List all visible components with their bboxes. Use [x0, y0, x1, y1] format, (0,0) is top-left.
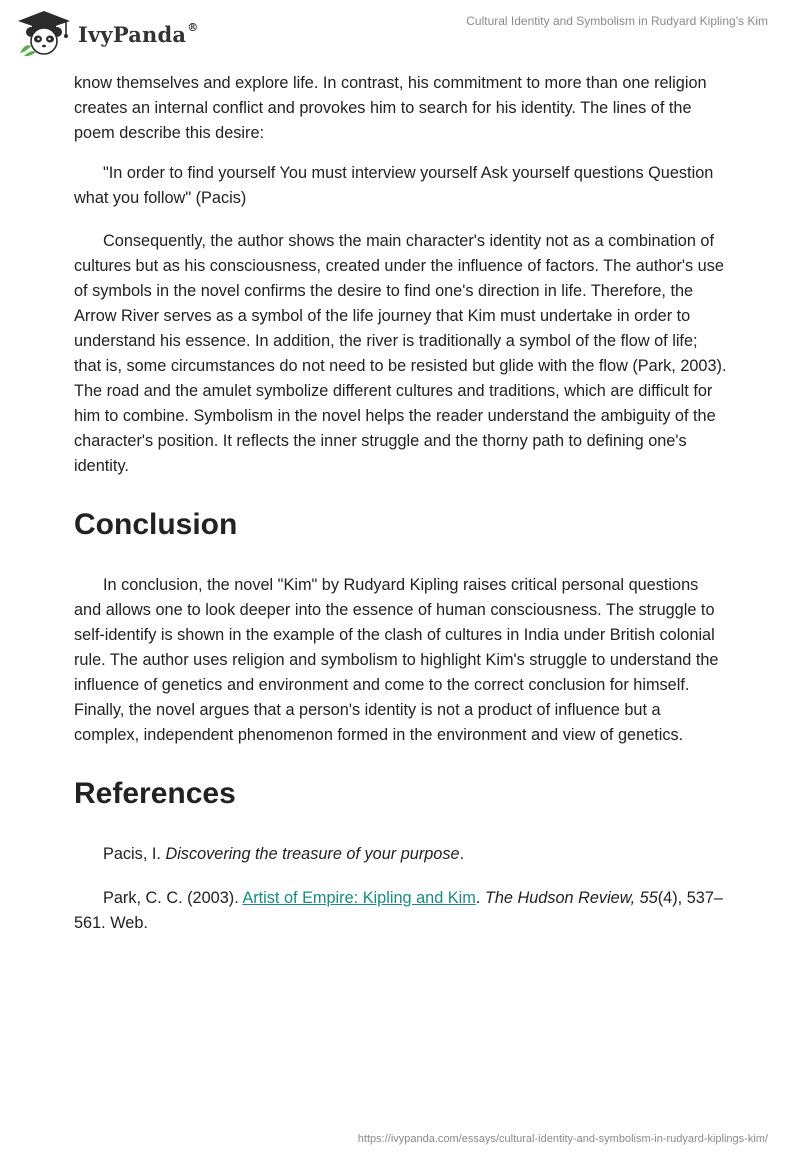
page-header	[0, 0, 800, 70]
body-paragraph-intro: know themselves and explore life. In contrast, his commitment to more than one religion creates an internal conflict and provokes him to search for his identity. The lines of the poem describe this desire:	[74, 74, 707, 142]
conclusion-heading: Conclusion	[74, 508, 238, 541]
references-list	[74, 842, 729, 936]
poem-quote: "In order to find yourself You must interview yourself Ask yourself questions Question what you follow" (Pacis)	[74, 164, 714, 207]
body-paragraph-main: Consequently, the author shows the main character's identity not as a combination of cultures but as his consciousness, created under the influence of factors. The author's use of symbols in the novel confirms the desire to find one's direction in life. Therefore, the Arrow River serves as a symbol of the life journey that Kim must undertake in order to understand his essence. In addition, the river is traditionally a symbol of the flow of life; that is, some circumstances do not need to be resisted but glide with the flow (Park, 2003). The road and the amulet symbolize different cultures and traditions, which are difficult for him to combine. Symbolism in the novel helps the reader understand the ambiguity of the character's position. It reflects the inner struggle and the thorny path to defining one's identity.	[74, 232, 727, 475]
running-title: Cultural Identity and Symbolism in Rudyard Kipling's Kim	[466, 14, 768, 28]
reference-item-park: Park, C. C. (2003). Artist of Empire: Kipling and Kim. The Hudson Review, 55(4), 537–561. Web.	[74, 889, 723, 932]
reference-item-pacis: Pacis, I. Discovering the treasure of your purpose.	[103, 845, 465, 863]
essay-content	[74, 71, 729, 955]
brand-name: IvyPanda®	[78, 20, 199, 47]
reference-link-artist-of-empire[interactable]: Artist of Empire: Kipling and Kim	[242, 889, 476, 907]
conclusion-paragraph: In conclusion, the novel "Kim" by Rudyard Kipling raises critical personal questions and allows one to look deeper into the essence of human consciousness. The struggle to self-identify is shown in the example of the clash of cultures in India under British colonial rule. The author uses religion and symbolism to highlight Kim's struggle to understand the influence of genetics and environment and come to the correct conclusion for himself. Finally, the novel argues that a person's identity is not a product of influence but a complex, independent phenomenon formed in the environment and view of genetics.	[74, 576, 719, 744]
source-url[interactable]: https://ivypanda.com/essays/cultural-identity-and-symbolism-in-rudyard-kiplings-kim/	[357, 1133, 768, 1145]
references-heading: References	[74, 777, 236, 810]
ivypanda-logo[interactable]	[16, 8, 198, 58]
panda-graduate-icon	[16, 8, 72, 58]
